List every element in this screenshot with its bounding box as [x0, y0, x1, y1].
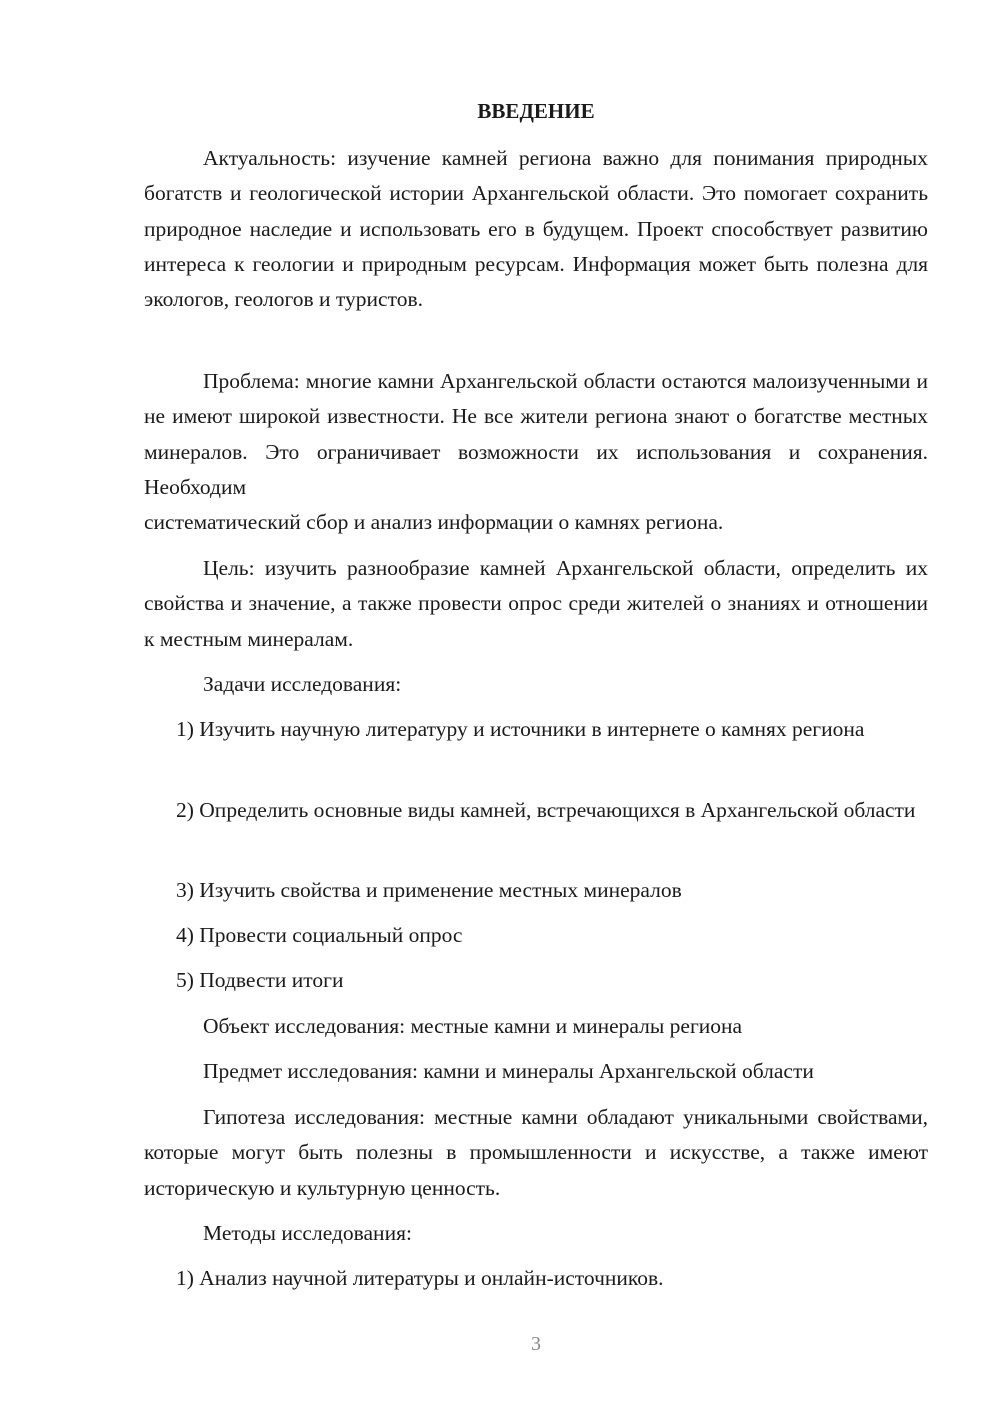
list-item: 4) Провести социальный опрос [176, 923, 463, 947]
problem-text: Проблема: многие камни Архангельской области остаются малоизученными и не имеют широкой известности. Не все жители региона знают о богатстве местных минералов. Это ограничивает возможности их использования и сохранения. Необходим [144, 369, 928, 499]
relevance-paragraph: Актуальность: изучение камней региона важно для понимания природных богатств и геологической истории Архангельской области. Это помогает сохранить природное наследие и использовать его в будущем. Проект способствует развитию интереса к геологии и природным ресурсам. Информация может быть полезна для экологов, геологов и туристов. [144, 146, 928, 312]
list-item: 1) Анализ научной литературы и онлайн-источников. [176, 1266, 664, 1290]
subject-paragraph: Предмет исследования: камни и минералы Архангельской области [203, 1059, 814, 1083]
list-item: 2) Определить основные виды камней, встречающихся в Архангельской области [176, 798, 916, 822]
page-number: 3 [531, 1333, 541, 1355]
hypothesis-paragraph: Гипотеза исследования: местные камни обладают уникальными свойствами, которые могут быть полезны в промышленности и искусстве, а также имеют историческую и культурную ценность. [144, 1105, 928, 1200]
object-paragraph: Объект исследования: местные камни и минералы региона [203, 1014, 743, 1038]
goal-paragraph: Цель: изучить разнообразие камней Архангельской области, определить их свойства и значение, а также провести опрос среди жителей о знаниях и отношении к местным минералам. [144, 556, 928, 651]
list-item: 3) Изучить свойства и применение местных минералов [176, 878, 682, 902]
problem-paragraph [144, 364, 928, 540]
list-item: 1) Изучить научную литературу и источники в интернете о камнях региона [176, 717, 865, 741]
methods-title: Методы исследования: [203, 1221, 412, 1245]
tasks-title: Задачи исследования: [203, 672, 402, 696]
list-item: 5) Подвести итоги [176, 968, 344, 992]
page-heading: ВВЕДЕНИЕ [477, 99, 595, 123]
problem-text-end: систематический сбор и анализ информации о камнях региона. [144, 510, 724, 535]
